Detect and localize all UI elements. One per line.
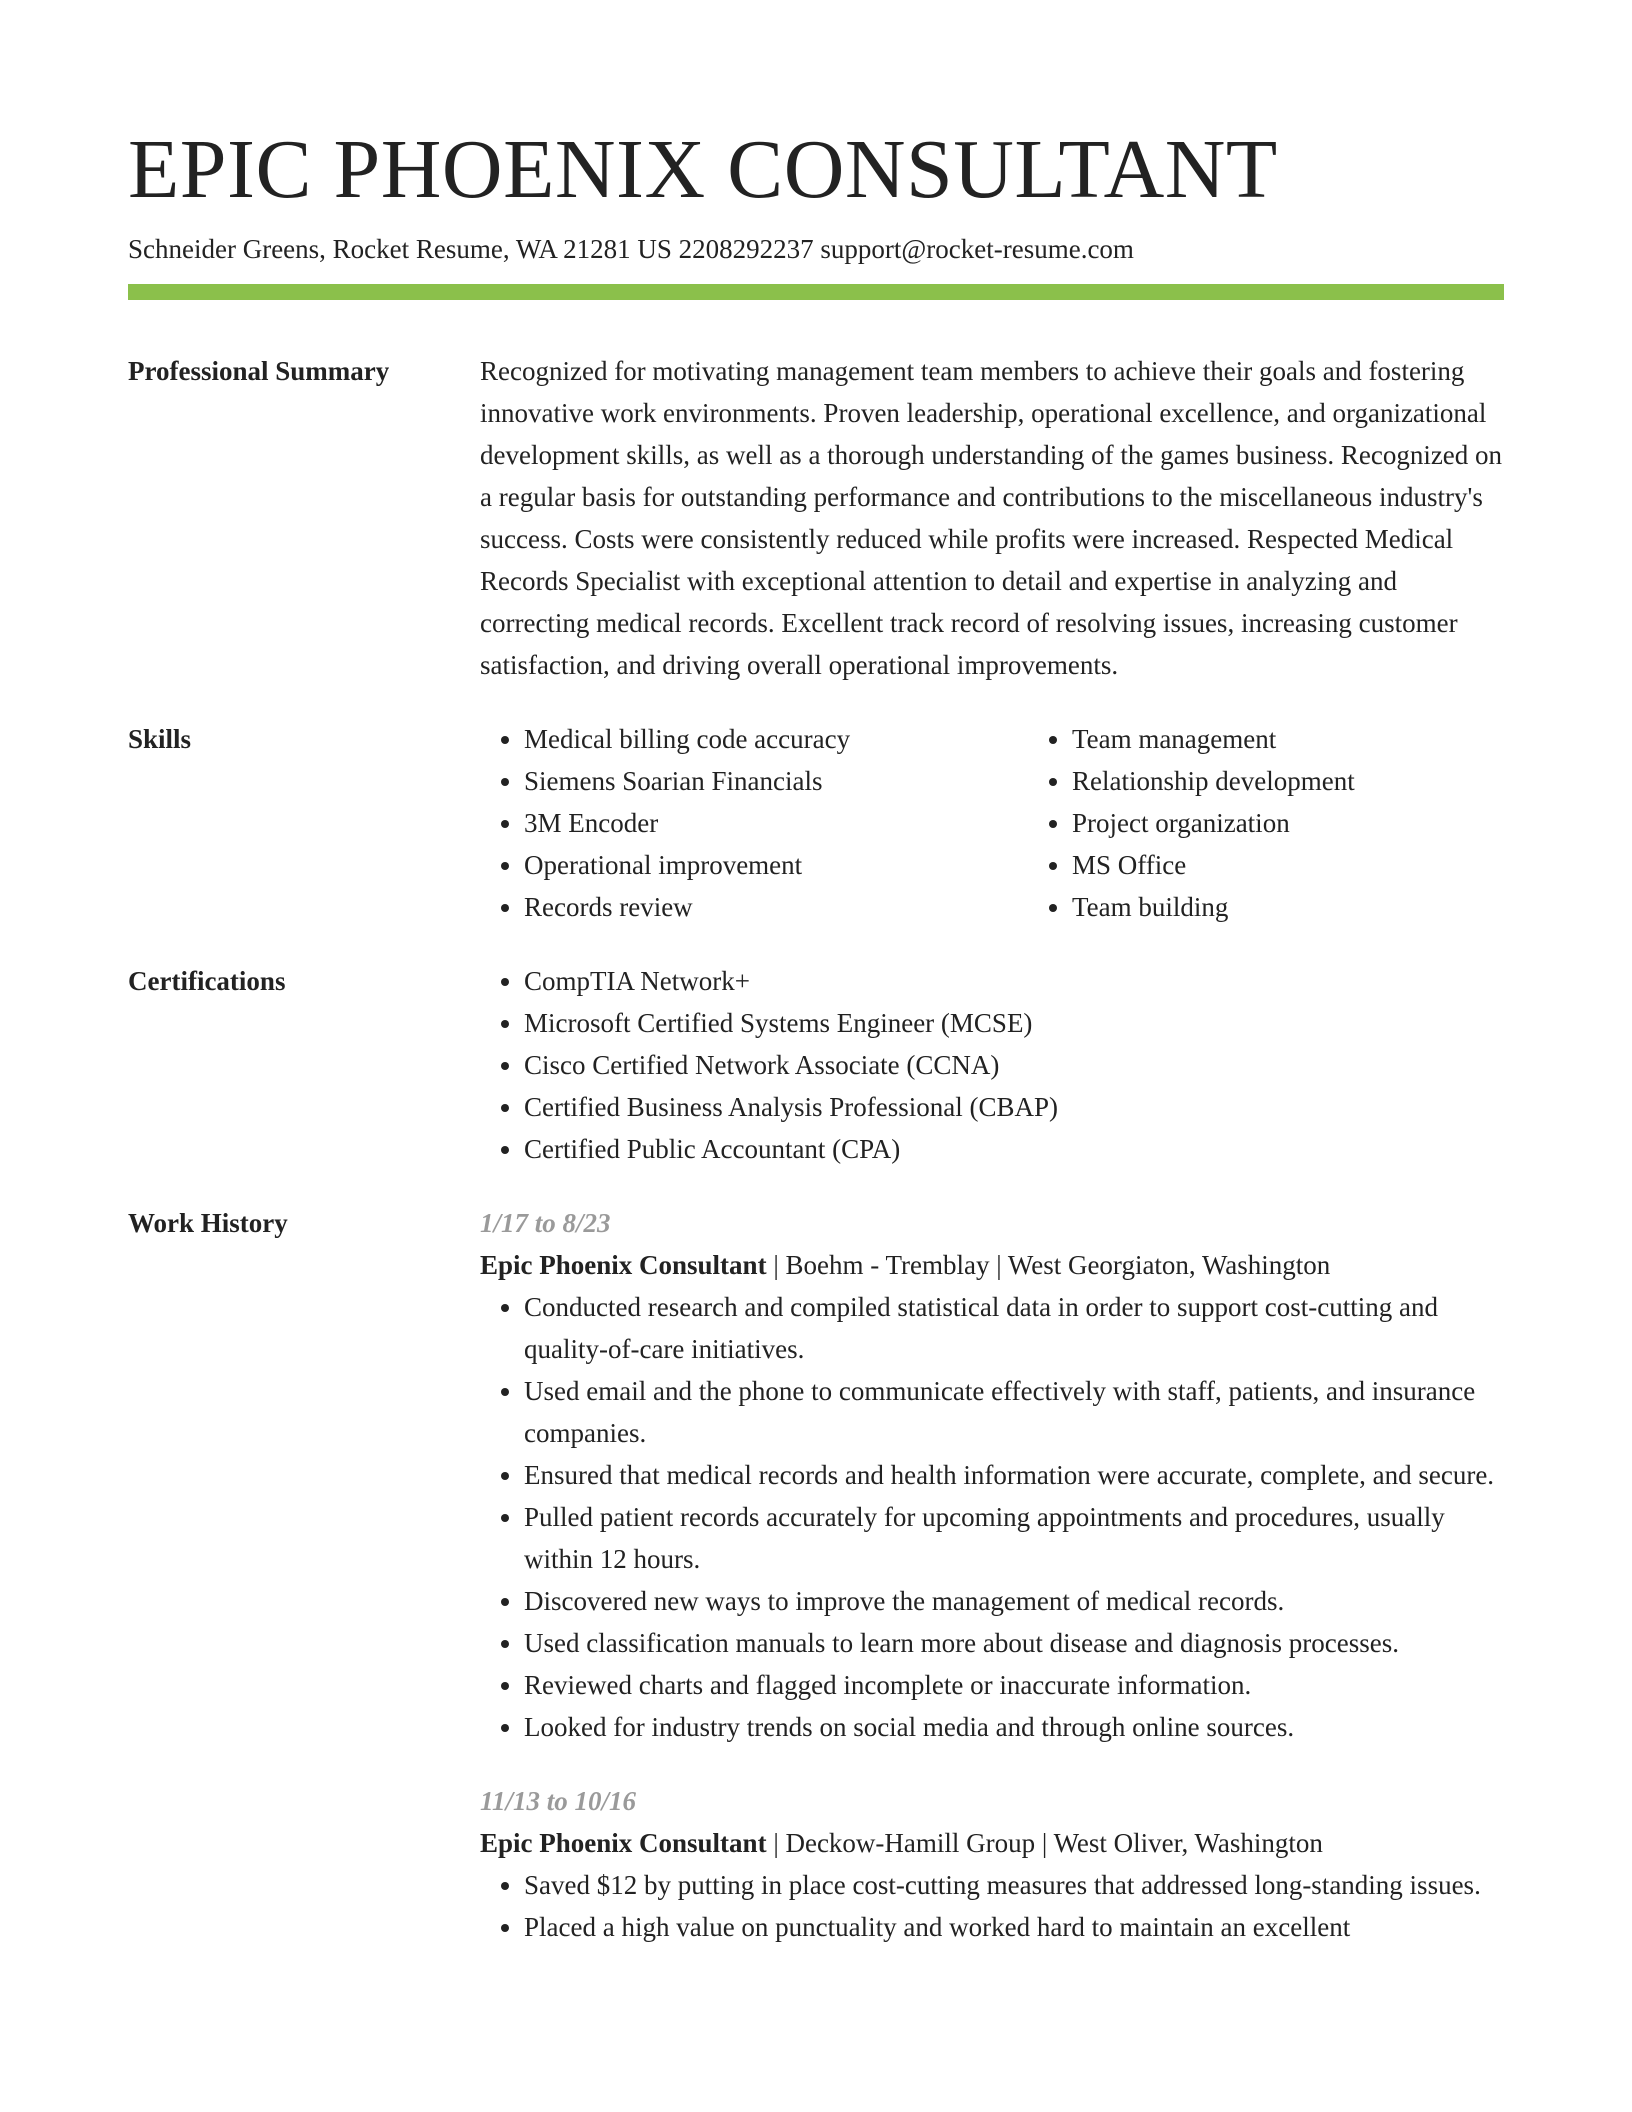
job-duty: • Used email and the phone to communicate effectively with staff, patients, and insurance companies. [524,1370,1504,1454]
job-duty: • Discovered new ways to improve the management of medical records. [524,1580,1504,1622]
skill-item: • Operational improvement [524,844,1028,886]
section-heading-work-history: Work History [128,1208,288,1238]
job-duty: • Saved $12 by putting in place cost-cutting measures that addressed long-standing issues. [524,1864,1504,1906]
section-heading-certifications: Certifications [128,966,286,996]
job-duty: • Looked for industry trends on social media and through online sources. [524,1706,1504,1748]
certification-item: • Cisco Certified Network Associate (CCNA) [524,1044,1504,1086]
certification-item: • CompTIA Network+ [524,960,1504,1002]
certification-item: • Microsoft Certified Systems Engineer (MCSE) [524,1002,1504,1044]
certification-item: • Certified Public Accountant (CPA) [524,1128,1504,1170]
header-divider [128,284,1504,300]
skills-grid [480,718,1576,928]
certification-item: • Certified Business Analysis Professional (CBAP) [524,1086,1504,1128]
skill-item: • MS Office [1072,844,1576,886]
section-heading-skills: Skills [128,724,192,754]
skill-item: • Relationship development [1072,760,1576,802]
skill-item: • Siemens Soarian Financials [524,760,1028,802]
section-heading-summary: Professional Summary [128,356,390,386]
summary-text: Recognized for motivating management team members to achieve their goals and fostering innovative work environments. Proven leadership, operational excellence, and organizational development skills, as well as a thorough understanding of the games business. Recognized on a regular basis for outstanding performance and contributions to the miscellaneous industry's success. Costs were consistently reduced while profits were increased. Respected Medical Records Specialist with exceptional attention to detail and expertise in analyzing and correcting medical records. Excellent track record of resolving issues, increasing customer satisfaction, and driving overall operational improvements. [480,356,1503,680]
skill-item: • Project organization [1072,802,1576,844]
job-details: | Deckow-Hamill Group | West Oliver, Washington [766,1828,1323,1858]
skills-list-left [480,718,1028,928]
skill-item: • Medical billing code accuracy [524,718,1028,760]
certifications-section [128,960,1504,1170]
job-duty: • Ensured that medical records and health information were accurate, complete, and secure. [524,1454,1504,1496]
job-duty: • Placed a high value on punctuality and worked hard to maintain an excellent [524,1906,1504,1948]
skill-item: • Records review [524,886,1028,928]
summary-section [128,350,1504,686]
job-entry [480,1780,1504,1948]
job-duty: • Pulled patient records accurately for upcoming appointments and procedures, usually within 12 hours. [524,1496,1504,1580]
contact-info: Schneider Greens, Rocket Resume, WA 21281 US 2208292237 support@rocket-resume.com [128,234,1134,264]
job-duties-list [480,1864,1504,1948]
skill-item: • Team management [1072,718,1576,760]
job-details: | Boehm - Tremblay | West Georgiaton, Washington [766,1250,1331,1280]
job-dates: 1/17 to 8/23 [480,1208,611,1238]
job-dates: 11/13 to 10/16 [480,1786,637,1816]
skill-item: • Team building [1072,886,1576,928]
certifications-list [480,960,1504,1170]
job-entry [480,1202,1504,1748]
work-history-section [128,1202,1504,1948]
job-heading [480,1244,1504,1286]
skills-section [128,718,1504,928]
skill-item: • 3M Encoder [524,802,1028,844]
job-heading [480,1822,1504,1864]
job-title: Epic Phoenix Consultant [480,1828,767,1858]
resume-page [128,0,1504,1948]
job-duties-list [480,1286,1504,1748]
job-title: Epic Phoenix Consultant [480,1250,767,1280]
skills-list-right [1028,718,1576,928]
job-duty: • Conducted research and compiled statistical data in order to support cost-cutting and quality-of-care initiatives. [524,1286,1504,1370]
candidate-name: EPIC PHOENIX CONSULTANT [128,123,1278,216]
job-duty: • Reviewed charts and flagged incomplete or inaccurate information. [524,1664,1504,1706]
job-duty: • Used classification manuals to learn more about disease and diagnosis processes. [524,1622,1504,1664]
